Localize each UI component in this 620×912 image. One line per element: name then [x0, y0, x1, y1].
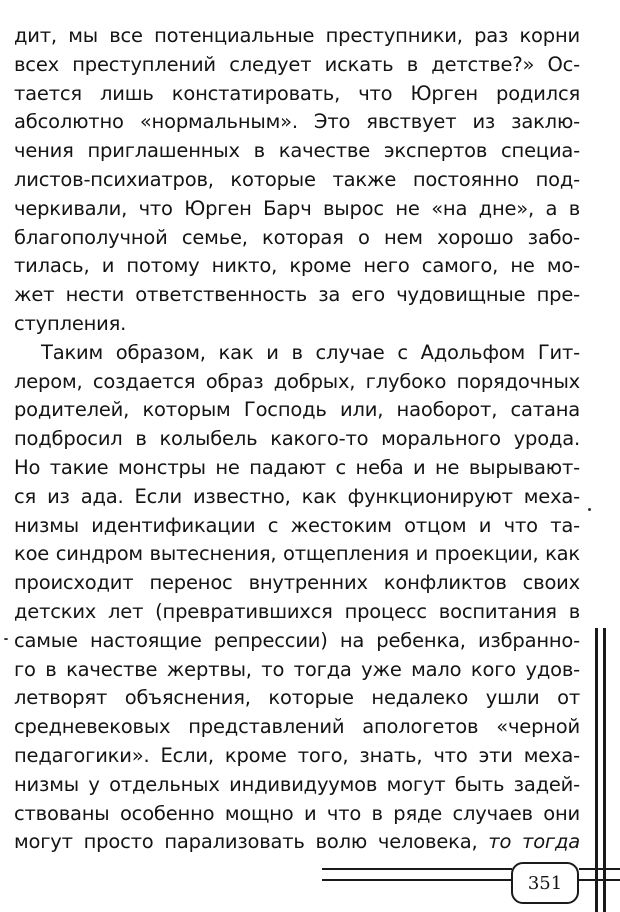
- margin-rule-right: [603, 628, 606, 912]
- text-line: кое синдром вытеснения, отщепления и проекции, как: [14, 542, 580, 566]
- text-line: го в качестве жертвы, то тогда уже мало кого удов-: [14, 657, 580, 681]
- text-line: дит, мы все потенциальные преступники, раз корни: [14, 24, 580, 47]
- text-line: детских лет (превратившихся процесс воспитания в: [14, 599, 580, 623]
- text-line: средневековых представлений апологетов «черной: [14, 715, 580, 739]
- text-line: лером, создается образ добрых, глубоко порядочных: [14, 369, 580, 393]
- text-line: низмы у отдельных индивидуумов могут быть задей-: [14, 772, 580, 796]
- text-run: могут просто парализовать волю человека,: [14, 830, 489, 854]
- footer-rule-top: [322, 868, 512, 870]
- margin-rule-left: [595, 628, 598, 912]
- text-line: чения приглашенных в качестве экспертов специа-: [14, 139, 580, 163]
- footer-rule-right-top: [579, 868, 620, 870]
- text-line: черкивали, что Юрген Барч вырос не «на дне», а в: [14, 196, 580, 220]
- text-line: тается лишь констатировать, что Юрген родился: [14, 81, 580, 105]
- scan-speck: [588, 508, 591, 511]
- footer-rule-right-bottom: [579, 879, 620, 881]
- body-text: [14, 22, 580, 857]
- text-line: абсолютно «нормальным». Это явствует из заклю-: [14, 110, 580, 134]
- text-line: происходит перенос внутренних конфликтов своих: [14, 571, 580, 595]
- text-line: благополучной семье, которая о нем хорошо забо-: [14, 225, 580, 249]
- text-line: самые настоящие репрессии) на ребенка, избранно-: [14, 628, 580, 652]
- text-line: всех преступлений следует искать в детстве?» Ос-: [14, 52, 580, 76]
- paragraph-first-line: Таким образом, как и в случае с Адольфом Гит-: [41, 340, 580, 364]
- text-line: низмы идентификации с жестоким отцом и что та-: [14, 513, 580, 537]
- text-line: родителей, которым Господь или, наоборот, сатана: [14, 398, 580, 422]
- scan-speck: [4, 638, 8, 640]
- text-line: тилась, и потому никто, кроме него самого, не мо-: [14, 254, 580, 278]
- text-line: жет нести ответственность за его чудовищные пре-: [14, 283, 580, 307]
- text-line: листов-психиатров, которые также постоянно под-: [14, 167, 580, 191]
- text-line: подбросил в колыбель какого-то морального урода.: [14, 427, 580, 451]
- italic-text-run: то тогда: [488, 830, 580, 854]
- text-line: [14, 828, 580, 857]
- page-number: 351: [511, 862, 579, 904]
- text-line: ствованы особенно мощно и что в ряде случаев они: [14, 801, 580, 825]
- text-line: Но такие монстры не падают с неба и не вырывают-: [14, 455, 580, 479]
- text-line: летворят объяснения, которые недалеко ушли от: [14, 686, 580, 710]
- text-line: ся из ада. Если известно, как функционируют меха-: [14, 484, 580, 508]
- text-line: педагогики». Если, кроме того, знать, что эти меха-: [14, 743, 580, 767]
- paragraph-end-line: ступления.: [14, 311, 127, 335]
- footer-rule-bottom: [322, 879, 512, 881]
